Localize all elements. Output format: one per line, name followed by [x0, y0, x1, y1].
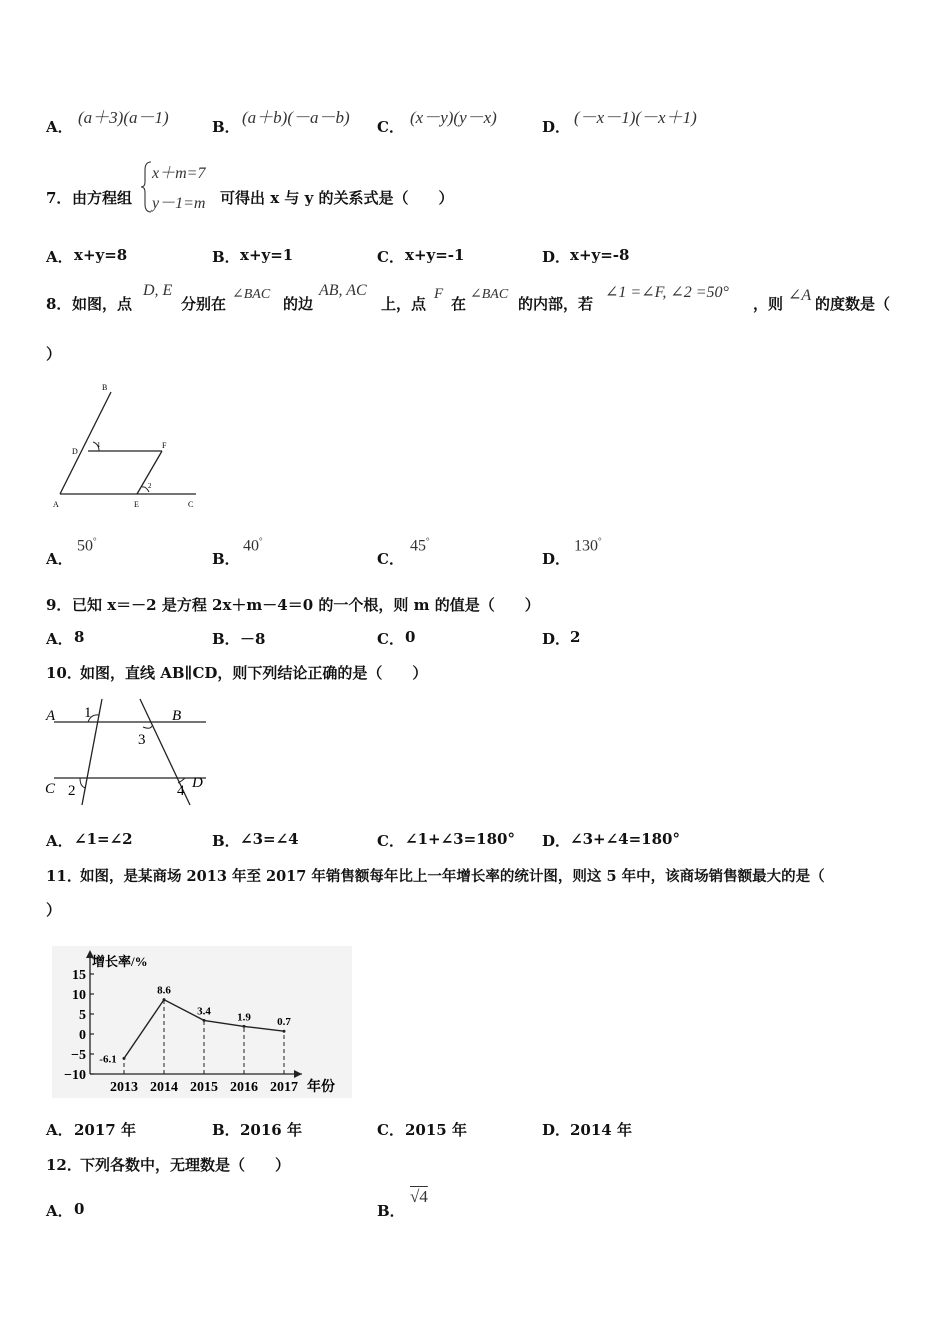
data-point: [203, 1019, 206, 1022]
q6-option-c-label: C．: [377, 118, 404, 136]
q9-option-c-label: C．: [377, 630, 404, 648]
q12-number: 12．: [46, 1156, 82, 1174]
q11-option-a-label: A．: [46, 1121, 73, 1139]
q7-text-post: 可得出 x 与 y 的关系式是（ ）: [220, 189, 454, 207]
q9-option-b: －8: [240, 630, 266, 648]
q9-option-c: 0: [405, 628, 416, 646]
x-tick-label: 2016: [230, 1080, 258, 1095]
q10-label-1: 1: [84, 705, 92, 721]
q8-label-b: B: [102, 383, 108, 392]
q6-option-b-expr: (a＋b)(－a－b): [242, 108, 350, 127]
chart-x-label: 年份: [307, 1080, 335, 1095]
q8-text-7: ，则: [753, 295, 784, 313]
q11-option-b-label: B．: [212, 1121, 240, 1139]
q7-text-pre: 由方程组: [72, 189, 133, 207]
q8-option-c: 45°: [410, 536, 430, 555]
q11-number: 11．: [46, 867, 82, 885]
q8-option-d-label: D．: [542, 550, 571, 568]
q8-number: 8．: [46, 295, 72, 313]
q12-option-a-label: A．: [46, 1202, 73, 1220]
q8-math-4: F: [434, 286, 444, 302]
y-tick-label: −10: [64, 1068, 86, 1083]
q7-option-d-label: D．: [542, 248, 571, 266]
q10-option-a: ∠1=∠2: [74, 830, 133, 848]
q7-equation-1: x＋m=7: [152, 165, 206, 182]
q8-label-1: 1: [97, 441, 101, 449]
q6-option-a-expr: (a＋3)(a－1): [78, 108, 169, 127]
q9-option-d-label: D．: [542, 630, 571, 648]
q11-option-b: 2016 年: [240, 1121, 302, 1139]
q8-text-3: 的边: [283, 295, 314, 313]
q6-option-c-expr: (x－y)(y－x): [410, 108, 497, 127]
q8-math-7: ∠A: [788, 287, 812, 304]
q9-number: 9．: [46, 596, 72, 614]
q10-label-d: D: [192, 775, 203, 791]
q6-option-b-label: B．: [212, 118, 240, 136]
q12-option-b-label: B．: [377, 1202, 405, 1220]
q10-label-3: 3: [138, 732, 146, 748]
y-tick-label: 10: [72, 988, 86, 1003]
q10-option-d-label: D．: [542, 832, 571, 850]
q10-option-c-label: C．: [377, 832, 404, 850]
q8-line-ab: [60, 392, 111, 494]
q8-math-6: ∠1 =∠F, ∠2 =50°: [605, 284, 729, 301]
x-tick-label: 2017: [270, 1080, 298, 1095]
q8-option-a-label: A．: [46, 550, 73, 568]
q12-option-b: √4: [410, 1187, 428, 1206]
q8-text-2: 分别在: [181, 295, 227, 313]
q10-label-4: 4: [177, 783, 185, 799]
y-tick-label: 0: [79, 1028, 86, 1043]
q10-text: 如图，直线 AB∥CD，则下列结论正确的是（ ）: [80, 664, 428, 682]
data-label: 3.4: [197, 1005, 211, 1018]
q10-label-b: B: [172, 708, 182, 724]
chart-y-label: 增长率/%: [92, 954, 148, 969]
q6-option-d-label: D．: [542, 118, 571, 136]
q8-label-c: C: [188, 500, 194, 509]
x-tick-label: 2015: [190, 1080, 218, 1095]
q12-option-a: 0: [74, 1200, 85, 1218]
q11-option-a: 2017 年: [74, 1121, 136, 1139]
x-tick-label: 2014: [150, 1080, 178, 1095]
q7-option-a-label: A．: [46, 248, 73, 266]
data-point: [163, 998, 166, 1001]
q8-text-6: 的内部，若: [518, 295, 594, 313]
data-point: [123, 1057, 126, 1060]
q11-growth-chart: [52, 946, 352, 1098]
q8-option-a: 50°: [77, 536, 97, 555]
q10-figure: [44, 697, 210, 809]
q8-label-f: F: [162, 441, 167, 450]
q7-number: 7．: [46, 189, 72, 207]
q8-text-8: 的度数是（: [815, 295, 891, 313]
q8-math-5: ∠BAC: [470, 287, 509, 302]
q10-option-b-label: B．: [212, 832, 240, 850]
q8-math-3: AB, AC: [319, 282, 367, 299]
q11-option-c: 2015 年: [405, 1121, 467, 1139]
q10-label-2: 2: [68, 783, 76, 799]
data-label: -6.1: [99, 1053, 117, 1066]
q7-option-c: x+y=-1: [405, 246, 465, 264]
q10-option-d: ∠3+∠4=180°: [570, 830, 680, 848]
q6-option-d-expr: (－x－1)(－x＋1): [574, 108, 697, 127]
q8-math-2: ∠BAC: [232, 287, 271, 302]
q9-option-d: 2: [570, 628, 581, 646]
q8-option-c-label: C．: [377, 550, 404, 568]
y-tick-label: 15: [72, 968, 86, 983]
q11-text-2: ）: [46, 901, 62, 919]
q9-option-b-label: B．: [212, 630, 240, 648]
q8-label-2: 2: [148, 482, 152, 490]
q12-text: 下列各数中，无理数是（ ）: [80, 1156, 291, 1174]
x-tick-label: 2013: [110, 1080, 138, 1095]
y-tick-label: 5: [79, 1008, 86, 1023]
q8-text-5: 在: [451, 295, 467, 313]
q7-equation-2: y－1=m: [152, 195, 206, 212]
q9-text: 已知 x＝－2 是方程 2x＋m－4＝0 的一个根，则 m 的值是（ ）: [72, 596, 540, 614]
data-point: [283, 1030, 286, 1033]
q8-label-d: D: [72, 447, 78, 456]
q10-label-c: C: [45, 781, 56, 797]
q11-option-d-label: D．: [542, 1121, 571, 1139]
q9-option-a: 8: [74, 628, 85, 646]
q10-number: 10．: [46, 664, 82, 682]
data-point: [243, 1025, 246, 1028]
q8-math-1: D, E: [143, 282, 173, 299]
q8-figure: [50, 380, 210, 515]
q11-option-d: 2014 年: [570, 1121, 632, 1139]
data-label: 1.9: [237, 1011, 251, 1024]
q11-text: 如图，是某商场 2013 年至 2017 年销售额每年比上一年增长率的统计图，则这 5 年中，该商场销售额最大的是（: [80, 868, 825, 885]
q10-option-a-label: A．: [46, 832, 73, 850]
q7-option-d: x+y=-8: [570, 246, 630, 264]
q7-option-a: x+y=8: [74, 246, 128, 264]
q8-text-1: 如图，点: [72, 295, 133, 313]
q9-option-a-label: A．: [46, 630, 73, 648]
q8-label-a: A: [53, 500, 59, 509]
q10-angle-3-arc: [143, 726, 152, 728]
q8-option-d: 130°: [574, 536, 602, 555]
q10-option-b: ∠3=∠4: [240, 830, 299, 848]
q8-option-b: 40°: [243, 536, 263, 555]
q7-option-c-label: C．: [377, 248, 404, 266]
q8-option-b-label: B．: [212, 550, 240, 568]
q10-label-a: A: [46, 708, 56, 724]
q8-label-e: E: [134, 500, 139, 509]
q10-option-c: ∠1+∠3=180°: [405, 830, 515, 848]
data-label: 0.7: [277, 1016, 291, 1029]
q8-text-9: ）: [46, 345, 62, 363]
q8-text-4: 上，点: [381, 295, 427, 313]
y-tick-label: −5: [71, 1048, 86, 1063]
q7-option-b-label: B．: [212, 248, 240, 266]
data-label: 8.6: [157, 984, 171, 997]
q11-option-c-label: C．: [377, 1121, 404, 1139]
q7-option-b: x+y=1: [240, 246, 294, 264]
q6-option-a-label: A．: [46, 118, 73, 136]
